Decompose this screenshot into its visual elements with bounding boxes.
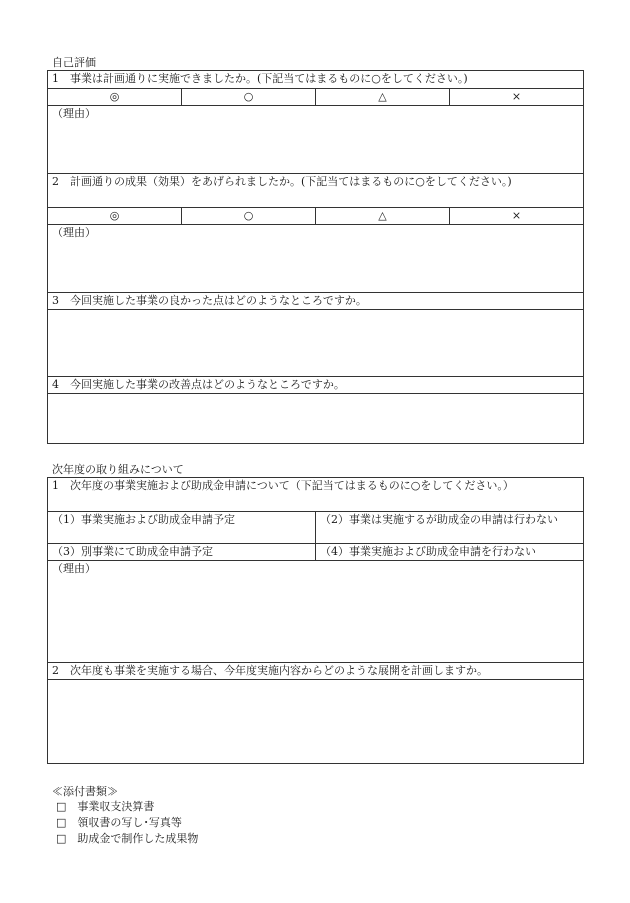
- checkbox-icon[interactable]: □: [56, 832, 67, 845]
- self-evaluation-table: [47, 70, 584, 444]
- choice-3[interactable]: （3）別事業にて助成金申請予定: [48, 544, 316, 561]
- q4-answer-field[interactable]: [48, 394, 584, 444]
- q2-option-circle[interactable]: ○: [182, 208, 316, 225]
- q2-option-double-circle[interactable]: ◎: [48, 208, 182, 225]
- question-3: 3 今回実施した事業の良かった点はどのようなところですか。: [48, 293, 584, 310]
- attachment-label: 事業収支決算書: [77, 800, 155, 813]
- next-year-reason-field[interactable]: [48, 561, 584, 663]
- next-year-question-2: 2 次年度も事業を実施する場合、今年度実施内容からどのような展開を計画しますか。: [48, 663, 584, 680]
- q3-answer-field[interactable]: [48, 310, 584, 377]
- next-year-question-1: 1 次年度の事業実施および助成金申請について（下記当てはまるものに○をしてください。）: [48, 478, 584, 512]
- q2-option-cross[interactable]: ×: [450, 208, 584, 225]
- q1-reason-field[interactable]: [48, 106, 584, 174]
- question-4: 4 今回実施した事業の改善点はどのようなところですか。: [48, 377, 584, 394]
- choice-4[interactable]: （4）事業実施および助成金申請を行わない: [316, 544, 584, 561]
- q1-option-triangle[interactable]: △: [316, 89, 450, 106]
- question-2: 2 計画通りの成果（効果）をあげられましたか。(下記当てはまるものに○をしてください。): [48, 174, 584, 208]
- q1-option-cross[interactable]: ×: [450, 89, 584, 106]
- attachment-item-1[interactable]: [56, 799, 154, 814]
- attachment-item-2[interactable]: [56, 815, 182, 830]
- q2-option-triangle[interactable]: △: [316, 208, 450, 225]
- q2-reason-field[interactable]: [48, 225, 584, 293]
- attachment-item-3[interactable]: [56, 831, 198, 846]
- next-year-reason-label: （理由）: [52, 562, 96, 575]
- self-evaluation-heading: 自己評価: [52, 56, 96, 69]
- next-year-heading: 次年度の取り組みについて: [52, 463, 184, 476]
- next-year-plan-field[interactable]: [48, 680, 584, 764]
- attachments-heading: ≪添付書類≫: [52, 785, 118, 798]
- q1-reason-label: （理由）: [52, 107, 96, 120]
- checkbox-icon[interactable]: □: [56, 800, 67, 813]
- next-year-table: [47, 477, 584, 764]
- q1-option-double-circle[interactable]: ◎: [48, 89, 182, 106]
- attachment-label: 領収書の写し･写真等: [77, 816, 182, 829]
- choice-1[interactable]: （1）事業実施および助成金申請予定: [48, 512, 316, 544]
- choice-2[interactable]: （2）事業は実施するが助成金の申請は行わない: [316, 512, 584, 544]
- q1-option-circle[interactable]: ○: [182, 89, 316, 106]
- q2-reason-label: （理由）: [52, 226, 96, 239]
- attachment-label: 助成金で制作した成果物: [77, 832, 199, 845]
- checkbox-icon[interactable]: □: [56, 816, 67, 829]
- question-1: 1 事業は計画通りに実施できましたか。(下記当てはまるものに○をしてください。): [48, 71, 584, 89]
